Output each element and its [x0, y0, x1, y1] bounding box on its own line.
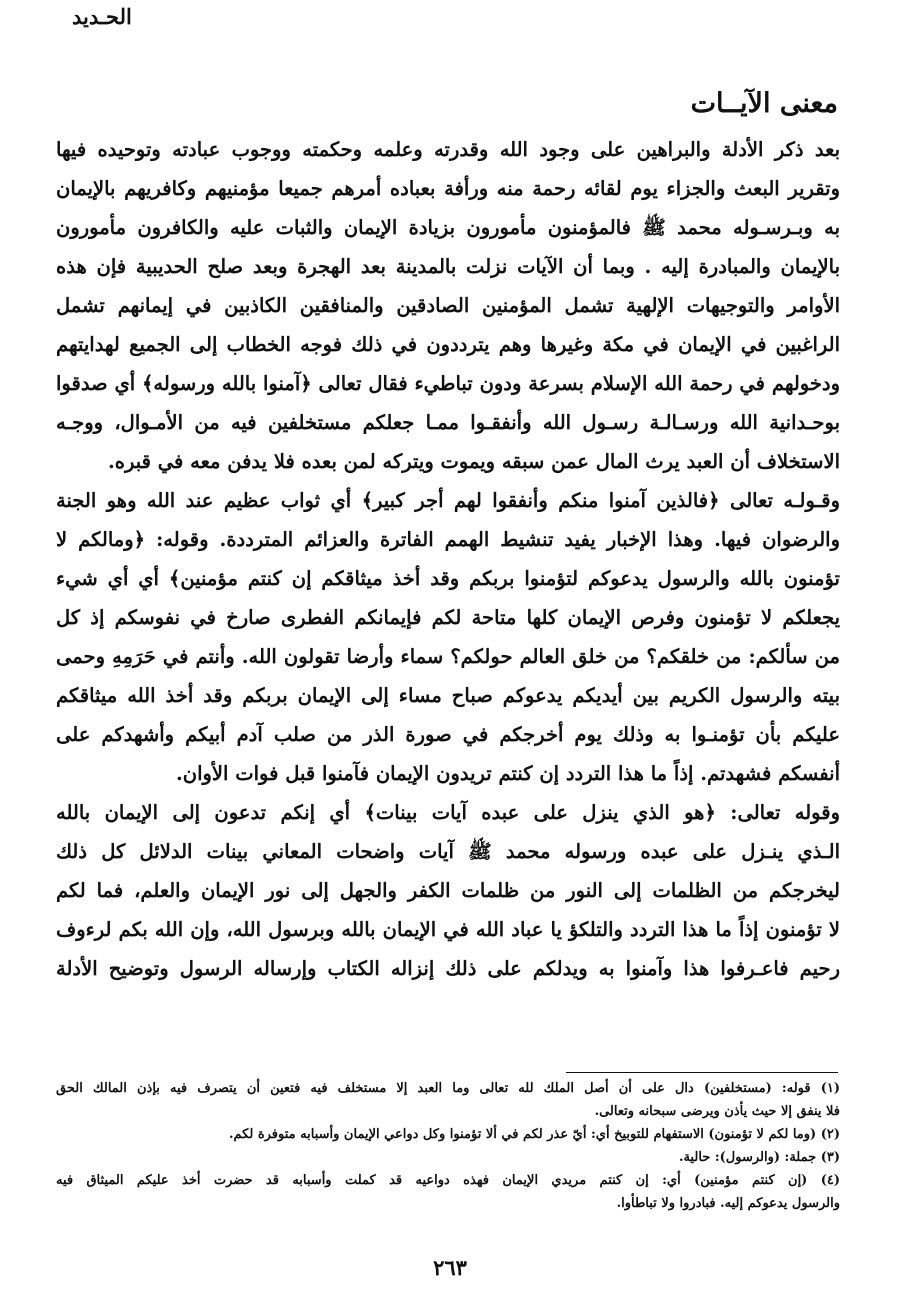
body-line: به وبـرسـوله محمد ﷺ فالمؤمنون مأمورون بزيادة الإيمان والثبات عليه والكافرون مأمورون [56, 216, 840, 239]
body-line: والرضوان فيها. وهذا الإخبار يفيد تنشيط الهمم الفاترة والعزائم المترددة. وقوله: ﴿ومالكم لا [56, 528, 840, 551]
body-line: رحيم فاعـرفوا هذا وآمنوا به ويدلكم على ذلك إنزاله الكتاب وإرساله الرسول وتوضيح الأدلة [56, 957, 840, 980]
footnote-line: فلا ينفق إلا حيث يأذن ويرضى سبحانه وتعالى. [594, 1104, 840, 1119]
footnote-line: والرسول يدعوكم إليه. فبادروا ولا تباطأوا. [616, 1196, 840, 1211]
footnote-line: (٢) (وما لكم لا تؤمنون) الاستفهام للتوبيخ أي: أيّ عذر لكم في ألا تؤمنوا وكل دواعي الإيمان وأسبابه متوفرة لكم. [228, 1127, 840, 1142]
body-line: وقوله تعالى: ﴿هو الذي ينزل على عبده آيات بينات﴾ أي إنكم تدعون إلى الإيمان بالله [56, 801, 840, 824]
body-line: ودخولهم في رحمة الله الإسلام بسرعة ودون تباطيء فقال تعالى ﴿آمنوا بالله ورسوله﴾ أي صدقوا [56, 372, 840, 395]
footnote-line: (٤) (إن كنتم مؤمنين) أي: إن كنتم مريدي الإيمان فهذه دواعيه قد كملت وأسبابه قد حضرت أخذ عليكم الميثاق فيه [56, 1173, 840, 1188]
body-line: الأوامر والتوجيهات الإلهية تشمل المؤمنين الصادقين والمنافقين الكاذبين في إيمانهم تشمل [56, 294, 840, 317]
body-line: الاستخلاف أن العبد يرث المال عمن سبقه ويموت ويتركه لمن بعده فلا يدفن معه في قبره. [108, 450, 840, 473]
body-line: من سألكم: من خلقكم؟ من خلق العالم حولكم؟ سماء وأرضا تقولون الله. وأنتم في حَرَمِهِ وحمى [56, 645, 840, 668]
body-line: أنفسكم فشهدتم. إذاً ما هذا التردد إن كنتم تريدون الإيمان فآمنوا قبل فوات الأوان. [175, 762, 840, 785]
body-line: وقـولـه تعالى ﴿فالذين آمنوا منكم وأنفقوا لهم أجر كبير﴾ أي ثواب عظيم عند الله وهو الجنة [56, 489, 840, 512]
body-line: عليكم بأن تؤمنـوا به وذلك يوم أخرجكم في صورة الذر من صلب آدم أبيكم وأشهدكم على [56, 723, 840, 746]
running-head: الحـديد [72, 4, 132, 29]
body-line: الراغبين في الإيمان في مكة وغيرها وهم يترددون في ذلك فوجه الخطاب إلى الجميع لهدايتهم [56, 333, 840, 356]
body-line: وتقرير البعث والجزاء يوم لقائه رحمة منه ورأفة بعباده أمرهم جميعا مؤمنيهم وكافريهم بالإيمان [56, 177, 840, 200]
footnote-line: (١) قوله: (مستخلفين) دال على أن أصل الملك لله تعالى وما العبد إلا مستخلف فيه فتعين أن يتصرف فيه بإذن المالك الحق [56, 1081, 840, 1096]
body-line: الـذي ينـزل على عبده ورسوله محمد ﷺ آيات واضحات المعاني بينات الدلائل كل ذلك [56, 840, 840, 863]
footnote-line: (٣) جملة: (والرسول): حالية. [678, 1150, 840, 1165]
body-line: ليخرجكم من الظلمات إلى النور من ظلمات الكفر والجهل إلى نور الإيمان والعلم، فما لكم [56, 879, 840, 902]
body-line: بعد ذكر الأدلة والبراهين على وجود الله وقدرته وعلمه وحكمته ووجوب عبادته وتوحيده فيها [56, 138, 840, 161]
body-line: تؤمنون بالله والرسول يدعوكم لتؤمنوا بربكم وقد أخذ ميثاقكم إن كنتم مؤمنين﴾ أي أي شيء [56, 567, 840, 590]
body-text [56, 130, 840, 988]
body-line: لا تؤمنون إذاً ما هذا التردد والتلكؤ يا عباد الله في الإيمان بالله وبرسول الله، وإن الله بكم لرءوف [56, 918, 840, 941]
body-line: يجعلكم لا تؤمنون وفرص الإيمان كلها متاحة لكم فإيمانكم الفطرى صارخ في نفوسكم إذ كل [56, 606, 840, 629]
section-title: معنى الآيــات [690, 88, 838, 119]
footnotes [56, 1077, 840, 1215]
page-number: ٢٦٣ [433, 1255, 467, 1280]
body-line: بالإيمان والمبادرة إليه . وبما أن الآيات نزلت بالمدينة بعد الهجرة وبعد صلح الحديبية فإن هذه [56, 255, 840, 278]
footnote-divider [566, 1072, 838, 1073]
body-line: بيته والرسول الكريم بين أيديكم يدعوكم صباح مساء إلى الإيمان بربكم وقد أخذ الله ميثاقكم [56, 684, 840, 707]
body-line: بوحـدانية الله ورسـالـة رسـول الله وأنفقـوا ممـا جعلكم مستخلفين فيه من الأمـوال، ووجـه [56, 411, 840, 434]
